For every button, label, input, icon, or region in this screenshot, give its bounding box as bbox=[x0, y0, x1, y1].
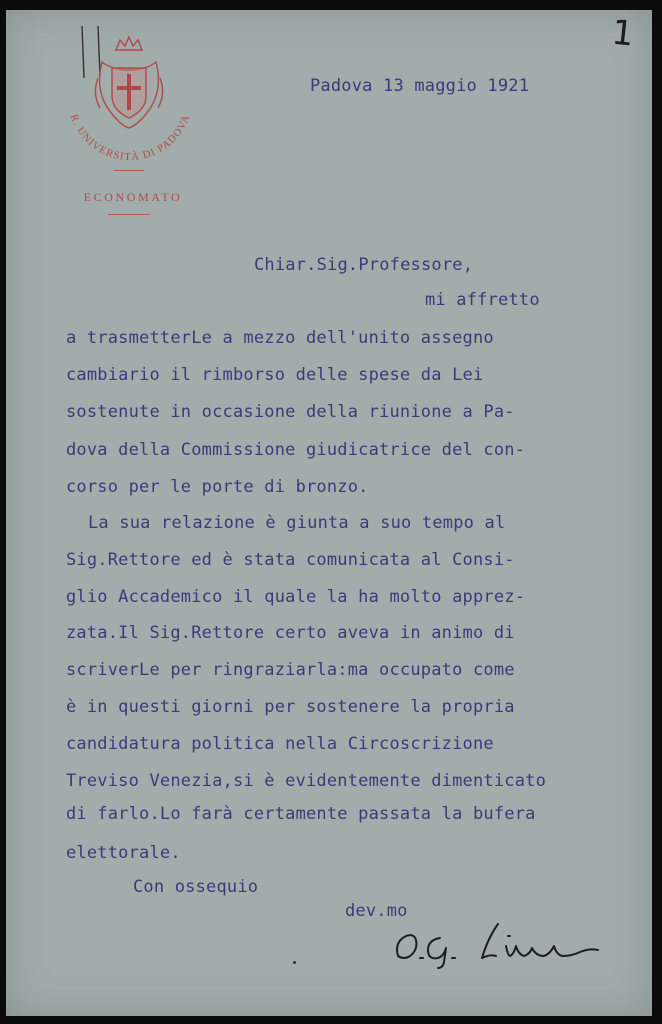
body-line: cambiario il rimborso delle spese da Lei bbox=[66, 365, 484, 385]
body-line: dova della Commissione giudicatrice del con- bbox=[66, 440, 526, 460]
body-line: candidatura politica nella Circoscrizione bbox=[66, 734, 494, 754]
salutation: Chiar.Sig.Professore, bbox=[254, 255, 474, 275]
body-line: corso per le porte di bronzo. bbox=[66, 477, 369, 497]
handwritten-signature bbox=[388, 918, 618, 970]
body-line: sostenute in occasione della riunione a Pa- bbox=[66, 402, 515, 422]
body-line: La sua relazione è giunta a suo tempo al bbox=[88, 513, 506, 533]
date-line: Padova 13 maggio 1921 bbox=[310, 76, 530, 96]
signoff: dev.mo bbox=[345, 901, 408, 921]
letterhead-underline bbox=[108, 214, 150, 215]
university-crest-icon bbox=[54, 18, 204, 168]
body-line: Sig.Rettore ed è stata comunicata al Consi- bbox=[66, 550, 515, 570]
body-line: mi affretto bbox=[425, 290, 540, 310]
svg-text:R. UNIVERSITÀ DI PADOVA bbox=[68, 113, 193, 163]
page-number: 1 bbox=[609, 12, 636, 55]
body-line: scriverLe per ringraziarla:ma occupato come bbox=[66, 660, 515, 680]
letterhead-university: R. UNIVERSITÀ DI PADOVA bbox=[67, 112, 193, 164]
body-line: a trasmetterLe a mezzo dell'unito assegno bbox=[66, 328, 494, 348]
body-line: di farlo.Lo farà certamente passata la bufera bbox=[66, 804, 536, 824]
body-line: zata.Il Sig.Rettore certo aveva in animo di bbox=[66, 623, 515, 643]
letterhead-divider bbox=[114, 170, 144, 171]
closing: Con ossequio bbox=[133, 877, 259, 897]
body-line: glio Accademico il quale la ha molto apprez- bbox=[66, 587, 526, 607]
body-line: Treviso Venezia,si è evidentemente dimenticato bbox=[66, 771, 547, 791]
body-line: elettorale. bbox=[66, 843, 181, 863]
letterhead-department: ECONOMATO bbox=[83, 190, 183, 204]
body-line: è in questi giorni per sostenere la propria bbox=[66, 697, 515, 717]
ink-spot bbox=[293, 961, 296, 964]
